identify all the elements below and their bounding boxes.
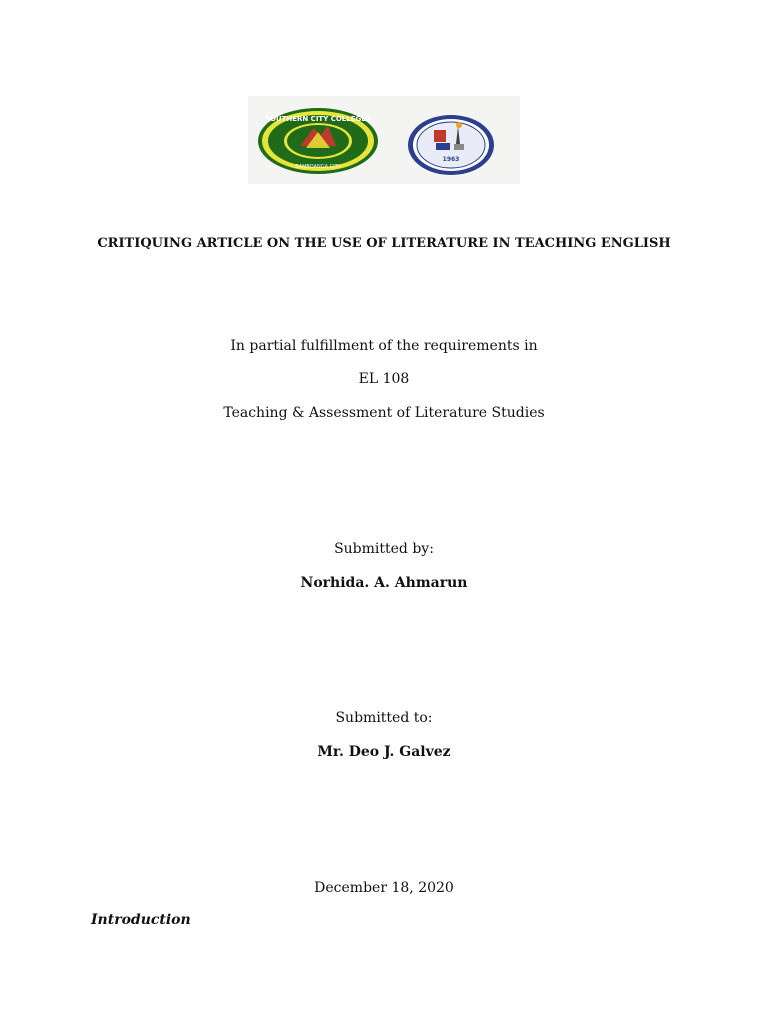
education-seal-logo <box>406 114 496 176</box>
submitted-to-name: Mr. Deo J. Galvez <box>317 744 451 760</box>
submitted-by-label: Submitted by: <box>334 541 434 557</box>
document-title: CRITIQUING ARTICLE ON THE USE OF LITERATURE IN TEACHING ENGLISH <box>97 236 671 251</box>
section-heading-introduction: Introduction <box>91 912 191 928</box>
course-name: Teaching & Assessment of Literature Studies <box>223 405 545 421</box>
college-seal-logo <box>256 106 380 176</box>
seal-year-text: 1963 <box>442 156 460 163</box>
seal-bottom-text: ZAMBOANGA CITY <box>295 164 341 170</box>
fulfillment-text: In partial fulfillment of the requirements in <box>230 338 538 354</box>
seal-top-text: SOUTHERN CITY COLLEGES <box>264 115 372 123</box>
submitted-to-label: Submitted to: <box>335 710 433 726</box>
course-code: EL 108 <box>358 371 410 387</box>
submission-date: December 18, 2020 <box>314 880 454 896</box>
submitted-by-name: Norhida. A. Ahmarun <box>300 575 468 591</box>
